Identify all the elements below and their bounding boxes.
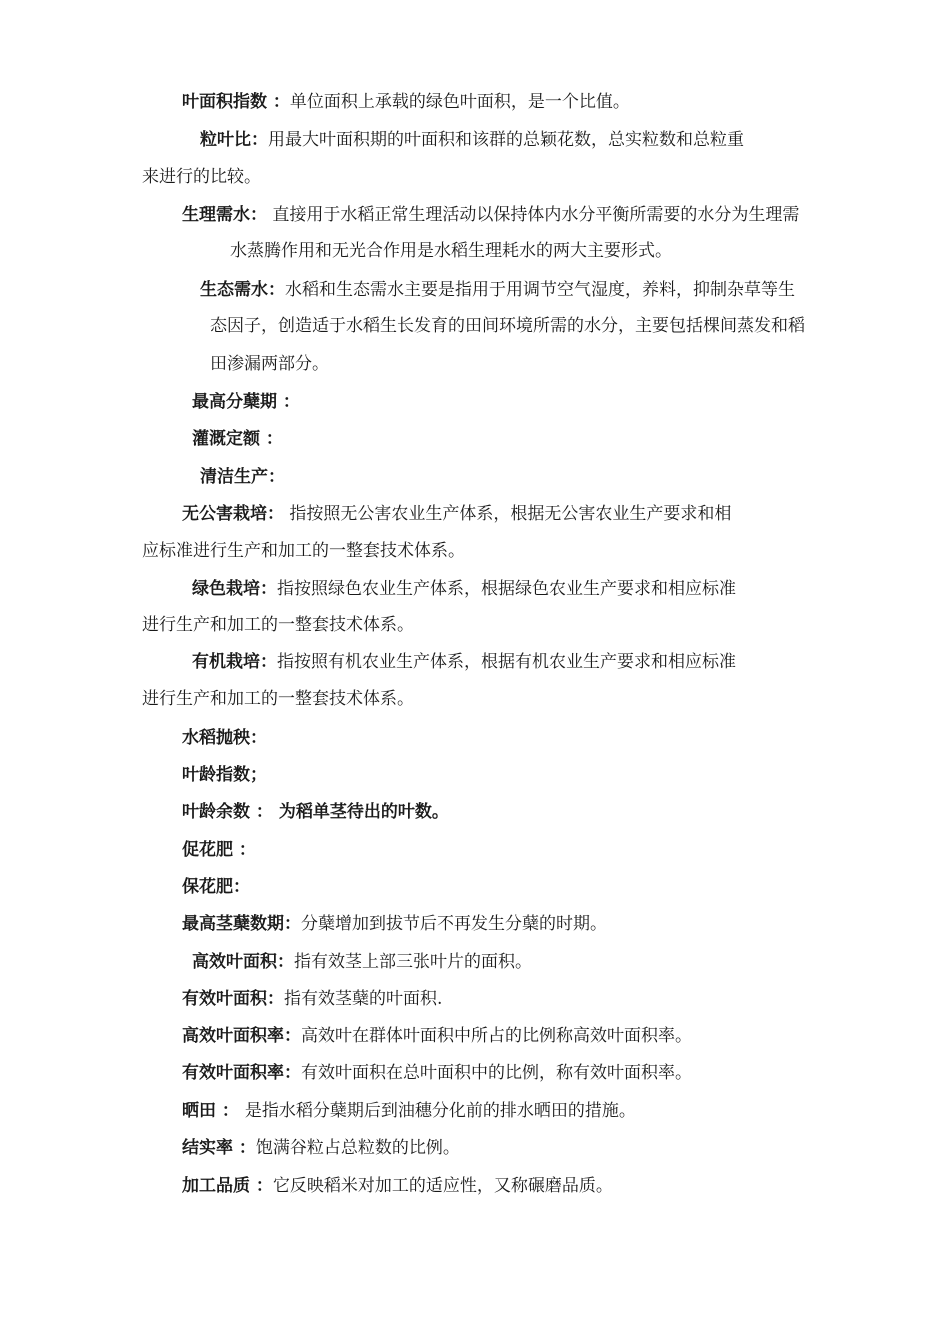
term-label: 叶龄指数 (182, 765, 250, 785)
term-separator: ： (260, 429, 283, 449)
definition-text: 是指水稻分蘖期后到油穗分化前的排水晒田的措施。 (244, 1101, 636, 1121)
term-separator: ： (251, 130, 268, 150)
term-label: 最高分蘖期 (192, 392, 277, 412)
term-label: 有效叶面积率 (182, 1063, 284, 1083)
term-separator: ： (250, 205, 267, 225)
definition-line (210, 315, 805, 337)
definition-text: 分蘖增加到拔节后不再发生分蘖的时期。 (301, 914, 607, 934)
term-label: 生态需水 (200, 280, 268, 300)
definition-line (182, 1025, 692, 1047)
term-label: 加工品质 (182, 1176, 250, 1196)
term-separator: ： (233, 840, 256, 860)
term-separator: ： (233, 1138, 256, 1158)
definition-line (142, 688, 414, 710)
definition-line (200, 129, 744, 151)
term-separator: ： (250, 1176, 273, 1196)
definition-line (182, 204, 799, 226)
definition-line (182, 503, 731, 525)
definition-line (182, 764, 267, 786)
term-label: 粒叶比 (200, 130, 251, 150)
definition-text: 水稻和生态需水主要是指用于用调节空气湿度，养料，抑制杂草等生 (285, 280, 795, 300)
term-separator: ： (277, 392, 300, 412)
term-label: 叶面积指数 (182, 92, 267, 112)
definition-line (142, 166, 261, 188)
term-separator: ： (267, 989, 284, 1009)
term-separator: ： (277, 952, 294, 972)
definition-line (192, 951, 532, 973)
definition-line (200, 279, 795, 301)
definition-line (142, 614, 414, 636)
definition-text: 指按照有机农业生产体系，根据有机农业生产要求和相应标准 (277, 652, 736, 672)
term-label: 最高茎蘖数期 (182, 914, 284, 934)
term-separator: ： (267, 504, 284, 524)
definition-text: 态因子，创造适于水稻生长发育的田间环境所需的水分，主要包括棵间蒸发和稻 (210, 316, 805, 336)
definition-text: 指有效茎上部三张叶片的面积。 (294, 952, 532, 972)
definition-text: 进行生产和加工的一整套技术体系。 (142, 615, 414, 635)
definition-line (182, 913, 607, 935)
definition-text: 高效叶在群体叶面积中所占的比例称高效叶面积率。 (301, 1026, 692, 1046)
term-separator: ： (284, 914, 301, 934)
term-label: 高效叶面积 (192, 952, 277, 972)
term-label: 无公害栽培 (182, 504, 267, 524)
definition-line (182, 876, 250, 898)
definition-line (142, 540, 465, 562)
definition-text: 进行生产和加工的一整套技术体系。 (142, 689, 414, 709)
term-label: 生理需水 (182, 205, 250, 225)
definition-line (182, 1062, 692, 1084)
term-label: 灌溉定额 (192, 429, 260, 449)
term-separator: ： (233, 877, 250, 897)
term-separator: ： (267, 92, 290, 112)
term-label: 清洁生产 (200, 467, 268, 487)
term-label: 水稻抛秧 (182, 728, 250, 748)
term-label: 晒田 (182, 1101, 216, 1121)
term-label: 结实率 (182, 1138, 233, 1158)
definition-line (182, 988, 442, 1010)
definition-text: 来进行的比较。 (142, 167, 261, 187)
definition-text: 直接用于水稻正常生理活动以保持体内水分平衡所需要的水分为生理需 (267, 205, 800, 225)
definition-text: 单位面积上承载的绿色叶面积，是一个比值。 (289, 92, 630, 112)
definition-text: 指按照无公害农业生产体系，根据无公害农业生产要求和相 (284, 504, 732, 524)
term-label: 保花肥 (182, 877, 233, 897)
term-separator: ； (250, 765, 267, 785)
definition-line (192, 651, 736, 673)
definition-text: 水蒸腾作用和无光合作用是水稻生理耗水的两大主要形式。 (230, 241, 672, 261)
term-label: 有机栽培 (192, 652, 260, 672)
definition-text: 用最大叶面积期的叶面积和该群的总颖花数，总实粒数和总粒重 (268, 130, 744, 150)
definition-text: 指按照绿色农业生产体系，根据绿色农业生产要求和相应标准 (277, 579, 736, 599)
definition-line (182, 1137, 460, 1159)
definition-line (182, 727, 267, 749)
term-separator: ： (284, 1026, 301, 1046)
term-separator: ： (268, 467, 285, 487)
definition-line (182, 839, 256, 861)
definition-line (230, 240, 672, 262)
definition-line (210, 353, 329, 375)
definition-line (192, 578, 736, 600)
term-label: 高效叶面积率 (182, 1026, 284, 1046)
definition-text: 田渗漏两部分。 (210, 354, 329, 374)
definition-line (192, 428, 283, 450)
definition-text: 有效叶面积在总叶面积中的比例，称有效叶面积率。 (301, 1063, 692, 1083)
definition-line (182, 1175, 613, 1197)
term-separator: ： (260, 579, 277, 599)
term-label: 促花肥 (182, 840, 233, 860)
term-separator: ： (284, 1063, 301, 1083)
definition-line (182, 1100, 636, 1122)
term-separator: ： (216, 1101, 245, 1121)
definition-line (182, 801, 449, 823)
term-label: 叶龄余数 (182, 802, 250, 822)
definition-text: 它反映稻米对加工的适应性，又称碾磨品质。 (272, 1176, 613, 1196)
term-label: 绿色栽培 (192, 579, 260, 599)
term-label: 有效叶面积 (182, 989, 267, 1009)
definition-line (200, 466, 285, 488)
term-separator: ： (268, 280, 285, 300)
term-separator: ： (250, 728, 267, 748)
definition-text: 饱满谷粒占总粒数的比例。 (255, 1138, 460, 1158)
definition-text: 指有效茎蘖的叶面积. (284, 989, 443, 1009)
definition-line (192, 391, 300, 413)
term-separator: ： (260, 652, 277, 672)
definition-text: 为稻单茎待出的叶数。 (278, 802, 449, 822)
term-separator: ： (250, 802, 279, 822)
definition-line (182, 91, 630, 113)
definition-text: 应标准进行生产和加工的一整套技术体系。 (142, 541, 465, 561)
